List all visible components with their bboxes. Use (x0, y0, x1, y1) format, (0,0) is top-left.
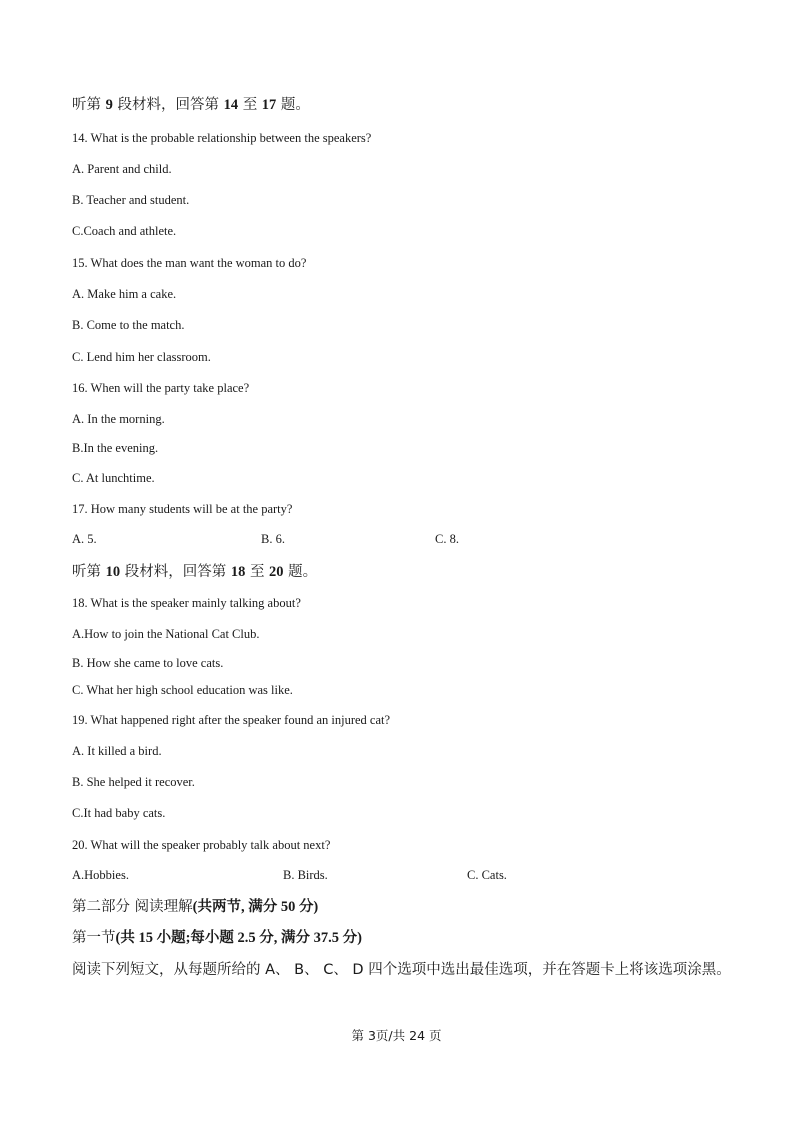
question-14-option-b: B. Teacher and student. (72, 193, 190, 207)
question-16-option-a: A. In the morning. (72, 412, 165, 426)
heading-text: 听第 (72, 97, 101, 113)
heading-text: 至 (242, 97, 258, 113)
question-15-option-b: B. Come to the match. (72, 318, 185, 332)
section-heading-10 (72, 563, 317, 581)
question-14-option-a: A. Parent and child. (72, 162, 172, 176)
question-14-option-c: C.Coach and athlete. (72, 224, 177, 238)
heading-number: 10 (105, 564, 121, 580)
question-18-stem: 18. What is the speaker mainly talking about? (72, 596, 301, 610)
heading-text: 题。 (280, 97, 310, 113)
heading-number: 14 (223, 97, 239, 113)
question-15-stem: 15. What does the man want the woman to do? (72, 256, 307, 270)
question-15-option-a: A. Make him a cake. (72, 287, 177, 301)
heading-text: 听第 (72, 564, 101, 580)
reading-instruction: 阅读下列短文，从每题所给的 A、 B、 C、 D 四个选项中选出最佳选项，并在答题卡上将该选项涂黑。 (72, 962, 731, 978)
question-20-option-a: A.Hobbies. (72, 868, 129, 882)
question-14-stem: 14. What is the probable relationship between the speakers? (72, 131, 372, 145)
question-19-option-b: B. She helped it recover. (72, 775, 195, 789)
question-20-stem: 20. What will the speaker probably talk about next? (72, 838, 331, 852)
heading-text: 段材料，回答第 (124, 564, 227, 580)
section-1-heading (72, 929, 362, 947)
question-19-option-a: A. It killed a bird. (72, 744, 162, 758)
question-19-stem: 19. What happened right after the speaker found an injured cat? (72, 713, 391, 727)
heading-text: 题。 (288, 564, 318, 580)
section-heading-9 (72, 96, 310, 114)
heading-number: 9 (105, 97, 113, 113)
question-17-option-b: B. 6. (261, 532, 285, 546)
question-17-option-c: C. 8. (435, 532, 459, 546)
question-16-stem: 16. When will the party take place? (72, 381, 250, 395)
question-19-option-c: C.It had baby cats. (72, 806, 166, 820)
question-20-option-b: B. Birds. (283, 868, 328, 882)
heading-number: 17 (261, 97, 277, 113)
part-2-heading (72, 898, 318, 916)
heading-text: 段材料，回答第 (117, 97, 219, 113)
heading-number: 20 (269, 564, 284, 580)
section-1-title: 第一节 (72, 930, 116, 946)
question-20-option-c: C. Cats. (467, 868, 507, 882)
page-footer: 第 3页/共 24 页 (351, 1028, 442, 1043)
section-1-detail: (共 15 小题;每小题 2.5 分, 满分 37.5 分) (115, 930, 362, 946)
heading-text: 至 (249, 564, 265, 580)
question-18-option-c: C. What her high school education was like. (72, 683, 293, 697)
question-15-option-c: C. Lend him her classroom. (72, 350, 211, 364)
question-18-option-b: B. How she came to love cats. (72, 656, 224, 670)
question-18-option-a: A.How to join the National Cat Club. (72, 627, 260, 641)
question-16-option-b: B.In the evening. (72, 441, 159, 455)
question-17-stem: 17. How many students will be at the party? (72, 502, 293, 516)
part-2-detail: (共两节, 满分 50 分) (192, 899, 319, 915)
part-2-title: 第二部分 阅读理解 (72, 899, 193, 915)
question-16-option-c: C. At lunchtime. (72, 471, 155, 485)
question-17-option-a: A. 5. (72, 532, 97, 546)
heading-number: 18 (230, 564, 246, 580)
